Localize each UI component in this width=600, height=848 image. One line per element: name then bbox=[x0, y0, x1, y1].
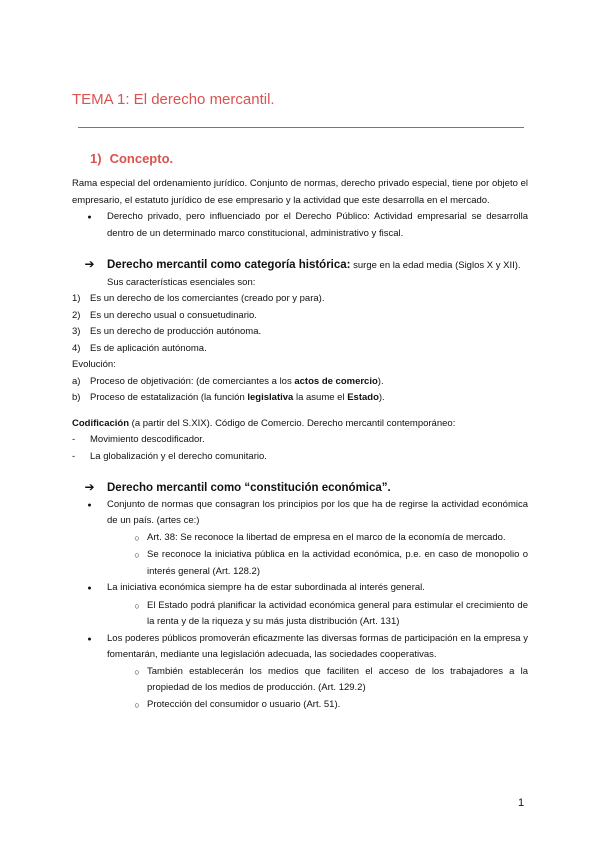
constitucion-title: Derecho mercantil como “constitución económica”. bbox=[107, 482, 391, 494]
historica-heading bbox=[72, 256, 528, 291]
item-text: Proceso de objetivación: (de comerciantes a los bbox=[90, 375, 295, 387]
bullet-icon bbox=[72, 580, 107, 598]
item-text: ). bbox=[377, 375, 384, 387]
bullet-icon bbox=[72, 209, 107, 227]
intro-paragraph: Rama especial del ordenamiento jurídico. Conjunto de normas, derecho privado especial, tiene por objeto el empresario, el estatuto jurídico de ese empresario y la actividad que este desarrolla en el mercado. bbox=[72, 178, 528, 206]
item-text: Es un derecho de producción autónoma. bbox=[90, 326, 262, 337]
list-item bbox=[72, 497, 528, 530]
item-number: 1) bbox=[72, 293, 81, 304]
item-number: b) bbox=[72, 392, 81, 403]
item-text: Es un derecho usual o consuetudinario. bbox=[90, 309, 257, 321]
list-item bbox=[72, 209, 528, 242]
item-text: La globalización y el derecho comunitario. bbox=[90, 450, 267, 462]
item-text: Es de aplicación autónoma. bbox=[90, 342, 207, 354]
item-bold: Estado bbox=[347, 392, 379, 403]
item-text: El Estado podrá planificar la actividad económica general para estimular el crecimiento de la renta y de la riqueza y su más justa distribución (Art. 131) bbox=[147, 599, 528, 627]
item-text: la asume el bbox=[293, 392, 348, 403]
item-bold: legislativa bbox=[247, 392, 294, 403]
circle-bullet-icon bbox=[127, 697, 147, 715]
item-text: Se reconoce la iniciativa pública en la actividad económica, p.e. en caso de monopolio o interés general (Art. 128.2) bbox=[147, 549, 528, 577]
circle-bullet-icon bbox=[127, 664, 147, 682]
item-number: 4) bbox=[72, 342, 81, 354]
list-item bbox=[72, 324, 528, 341]
sub-list-item bbox=[72, 530, 528, 548]
title-divider bbox=[78, 127, 524, 128]
evolucion-label: Evolución: bbox=[72, 359, 116, 370]
item-text: Protección del consumidor o usuario (Art. 51). bbox=[147, 698, 341, 710]
list-item: - Movimiento descodificador. bbox=[72, 432, 528, 449]
sub-list-item bbox=[72, 664, 528, 697]
list-item bbox=[72, 308, 528, 325]
section-heading bbox=[90, 151, 173, 166]
item-text: Los poderes públicos promoverán eficazmente las diversas formas de participación en la empresa y fomentarán, mediante una legislación adecuada, las sociedades cooperativas. bbox=[107, 632, 528, 660]
circle-bullet-icon bbox=[127, 598, 147, 616]
item-text: También establecerán los medios que faciliten el acceso de los trabajadores a la propiedad de los medios de producción. (Art. 129.2) bbox=[147, 665, 528, 693]
item-text: Movimiento descodificador. bbox=[90, 434, 205, 445]
item-text: Es un derecho de los comerciantes (creado por y para). bbox=[90, 293, 325, 304]
codificacion-text: (a partir del S.XIX). Código de Comercio. Derecho mercantil contemporáneo: bbox=[129, 417, 456, 429]
bullet-icon bbox=[72, 497, 107, 515]
sub-list-item bbox=[72, 547, 528, 580]
list-item: - La globalización y el derecho comunitario. bbox=[72, 449, 528, 466]
item-number: 3) bbox=[72, 326, 81, 337]
page-number: 1 bbox=[518, 797, 525, 809]
section-label: Concepto. bbox=[109, 151, 174, 166]
circle-bullet-icon bbox=[127, 547, 147, 565]
historica-rest: surge en la edad media (Siglos X y XII). Sus características esenciales son: bbox=[107, 260, 521, 288]
item-bold: actos de comercio bbox=[294, 375, 378, 387]
bullet-icon bbox=[72, 631, 107, 649]
arrow-icon: ➔ bbox=[84, 480, 95, 494]
circle-bullet-icon bbox=[127, 530, 147, 548]
item-text: Art. 38: Se reconoce la libertad de empresa en el marco de la economía de mercado. bbox=[147, 531, 506, 543]
document-title: TEMA 1: El derecho mercantil. bbox=[72, 91, 275, 108]
sub-list-item bbox=[72, 598, 528, 631]
list-item bbox=[72, 580, 528, 598]
codificacion-bold: Codificación bbox=[72, 417, 130, 429]
document-body bbox=[72, 176, 528, 714]
sub-list-item bbox=[72, 697, 528, 715]
list-item bbox=[72, 341, 528, 358]
list-item bbox=[72, 390, 528, 407]
item-number: a) bbox=[72, 375, 81, 387]
list-item bbox=[72, 374, 528, 391]
constitucion-heading bbox=[72, 479, 528, 497]
section-number: 1) bbox=[90, 151, 102, 166]
list-item bbox=[72, 291, 528, 308]
item-text: La iniciativa económica siempre ha de estar subordinada al interés general. bbox=[107, 582, 425, 593]
arrow-icon: ➔ bbox=[84, 257, 95, 271]
list-item bbox=[72, 631, 528, 664]
item-text: Conjunto de normas que consagran los principios por los que ha de regirse la actividad económica de un país. (artes ce:) bbox=[107, 498, 528, 526]
historica-title: Derecho mercantil como categoría histórica: bbox=[107, 259, 351, 271]
codificacion-paragraph bbox=[72, 416, 528, 433]
item-text: ). bbox=[378, 392, 385, 403]
item-text: Proceso de estatalización (la función bbox=[90, 392, 248, 403]
item-number: 2) bbox=[72, 309, 81, 321]
intro-bullet-text: Derecho privado, pero influenciado por el Derecho Público: Actividad empresarial se desarrolla dentro de un determinado marco constitucional, administrativo y fiscal. bbox=[107, 211, 528, 239]
